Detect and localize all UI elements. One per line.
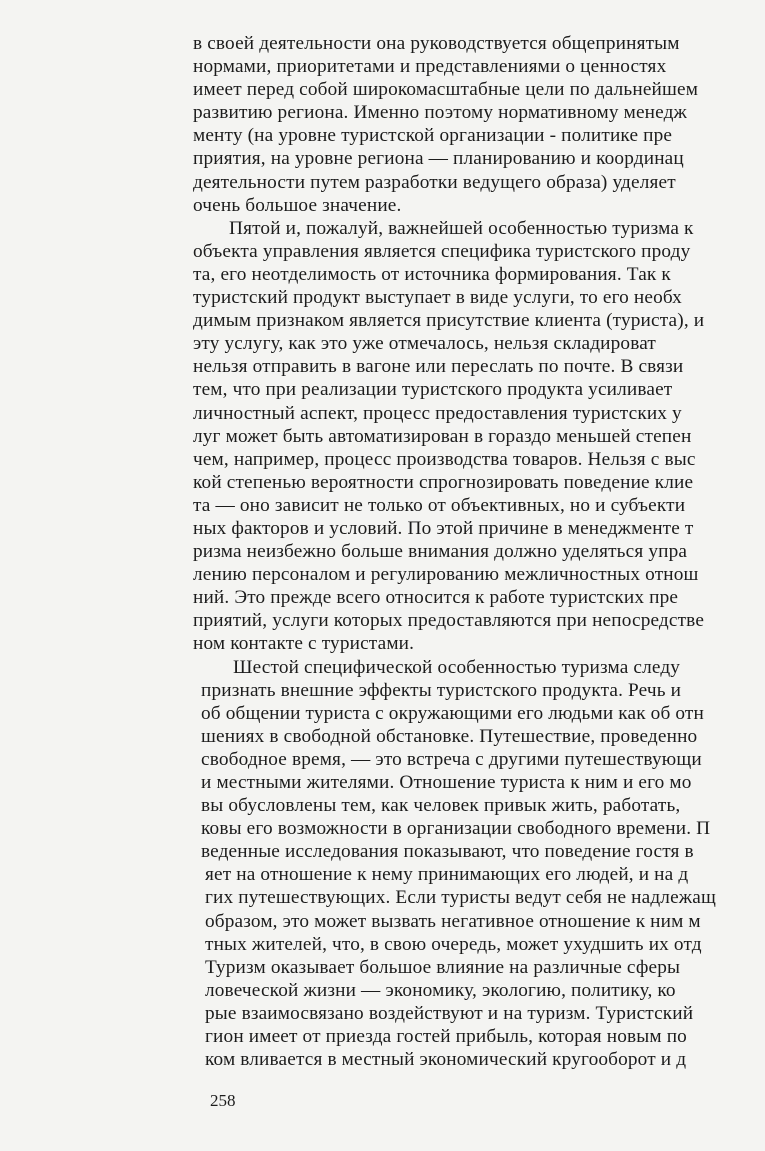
- text-line: Туризм оказывает большое влияние на различные сферы: [205, 956, 681, 978]
- text-line: эту услугу, как это уже отмечалось, нельзя складироват: [193, 333, 656, 355]
- page-number: 258: [210, 1091, 236, 1110]
- text-line: приятий, услуги которых предоставляются при непосредстве: [193, 610, 705, 632]
- text-line: об общении туриста с окружающими его людьми как об отн: [201, 702, 704, 724]
- text-line: та — оно зависит не только от объективных, но и субъекти: [193, 494, 686, 516]
- text-line: ных факторов и условий. По этой причине в менеджменте т: [193, 517, 694, 539]
- text-line: чем, например, процесс производства товаров. Нельзя с выс: [193, 448, 696, 470]
- body-text: [193, 32, 765, 1071]
- text-line: ний. Это прежде всего относится к работе туристских пре: [193, 587, 679, 609]
- text-line: и местными жителями. Отношение туриста к ним и его мо: [201, 772, 692, 793]
- text-line: кой степенью вероятности спрогнозировать поведение клие: [193, 471, 694, 493]
- text-line: деятельности путем разработки ведущего образа) уделяет: [193, 171, 676, 193]
- text-line: яет на отношение к нему принимающих его людей, и на д: [205, 864, 689, 886]
- text-line: ком вливается в местный экономический кругооборот и д: [205, 1049, 687, 1071]
- paragraph-start-line: Шестой специфической особенностью туризма следу: [233, 656, 681, 678]
- text-line: признать внешние эффекты туристского продукта. Речь и: [201, 679, 682, 701]
- text-line: приятия, на уровне региона — планированию и координац: [193, 148, 684, 170]
- text-line: образом, это может вызвать негативное отношение к ним м: [205, 910, 701, 932]
- text-line: личностный аспект, процесс предоставления туристских у: [193, 402, 682, 424]
- text-line: луг может быть автоматизирован в гораздо меньшей степен: [193, 425, 692, 447]
- text-line: та, его неотделимость от источника формирования. Так к: [193, 263, 671, 285]
- text-line: ризма неизбежно больше внимания должно уделяться упра: [193, 541, 688, 563]
- text-line: ловеческой жизни — экономику, экологию, политику, ко: [205, 979, 676, 1001]
- text-line: очень большое значение.: [193, 194, 402, 216]
- text-line: объекта управления является специфика туристского проду: [193, 240, 691, 262]
- text-line: ном контакте с туристами.: [193, 633, 415, 655]
- paragraph-start-line: Пятой и, пожалуй, важнейшей особенностью туризма к: [229, 217, 694, 239]
- text-line: туристский продукт выступает в виде услуги, то его необх: [193, 287, 682, 309]
- text-line: вы обусловлены тем, как человек привык жить, работать,: [201, 795, 681, 817]
- text-line: нормами, приоритетами и представлениями о ценностях: [193, 56, 667, 78]
- text-line: тных жителей, что, в свою очередь, может ухудшить их отд: [205, 933, 702, 955]
- text-line: нельзя отправить в вагоне или переслать по почте. В связи: [193, 356, 684, 378]
- text-line: свободное время, — это встреча с другими путешествующи: [201, 748, 702, 770]
- text-line: развитию региона. Именно поэтому нормативному менедж: [193, 102, 688, 124]
- text-line: менту (на уровне туристской организации - политике пре: [193, 125, 673, 147]
- text-line: шениях в свободной обстановке. Путешествие, проведенно: [201, 725, 698, 747]
- text-line: лению персоналом и регулированию межличностных отнош: [193, 564, 699, 586]
- text-line: имеет перед собой широкомасштабные цели по дальнейшем: [193, 79, 699, 101]
- text-line: ковы его возможности в организации свободного времени. П: [201, 818, 711, 840]
- text-line: тем, что при реализации туристского продукта усиливает: [193, 379, 673, 401]
- text-line: димым признаком является присутствие клиента (туриста), и: [193, 310, 705, 332]
- text-line: гион имеет от приезда гостей прибыль, которая новым по: [205, 1026, 687, 1048]
- text-line: гих путешествующих. Если туристы ведут себя не надлежащ: [205, 887, 716, 909]
- text-line: в своей деятельности она руководствуется общепринятым: [193, 33, 680, 54]
- text-line: рые взаимосвязано воздействуют и на туризм. Туристский: [205, 1002, 694, 1024]
- text-line: веденные исследования показывают, что поведение гостя в: [201, 841, 694, 863]
